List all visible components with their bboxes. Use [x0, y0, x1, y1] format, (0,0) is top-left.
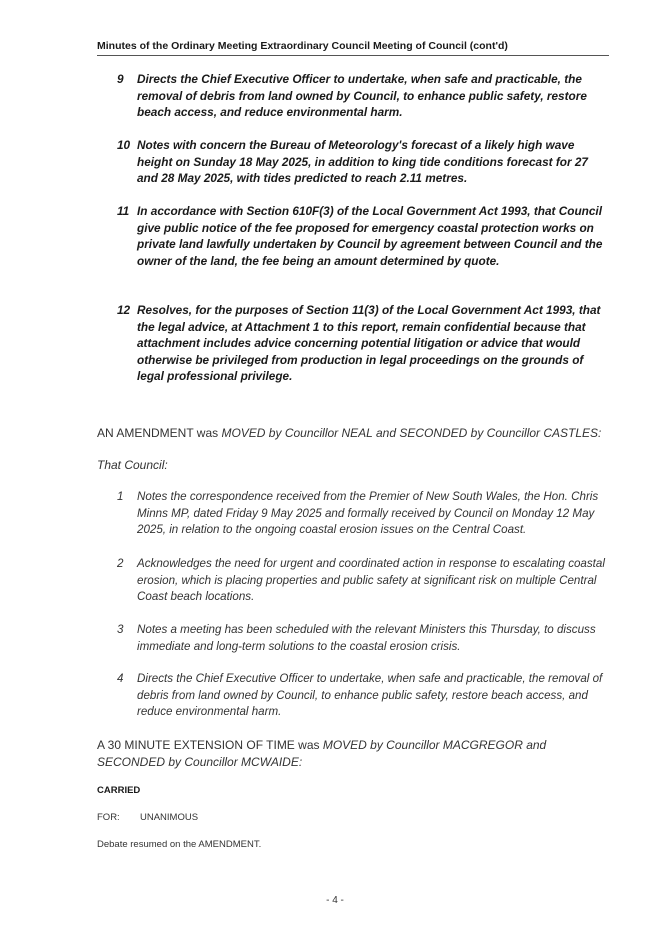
item-text: Notes a meeting has been scheduled with the relevant Ministers this Thursday, to discuss immediate and long-term solutions to the coastal erosion crisis. — [137, 623, 596, 653]
item-number: 3 — [117, 623, 124, 636]
extension-paragraph — [97, 737, 617, 770]
item-number: 12 — [117, 303, 131, 317]
item-text: Notes the correspondence received from the Premier of New South Wales, the Hon. Chris Minns MP, dated Friday 9 May 2025 and formally received by Council on Monday 12 May 2025, in relation to the ongoing coastal erosion issues on the Central Coast. — [137, 490, 599, 536]
item-number: 9 — [117, 72, 124, 86]
debate-note: Debate resumed on the AMENDMENT. — [97, 839, 262, 850]
item-text: Directs the Chief Executive Officer to undertake, when safe and practicable, the removal of debris from land owned by Council, to enhance public safety, restore beach access, and reduce environmental harm. — [137, 72, 587, 119]
that-council — [97, 457, 617, 474]
carried-label: CARRIED — [97, 785, 141, 796]
for-value: UNANIMOUS — [140, 812, 199, 823]
item-number: 11 — [117, 204, 130, 218]
extension-lead: A 30 MINUTE EXTENSION OF TIME was — [97, 738, 323, 752]
extension-moved: MOVED by Councillor MACGREGOR and SECONDED by Councillor MCWAIDE: — [97, 738, 547, 769]
item-number: 2 — [117, 557, 124, 570]
item-text: Acknowledges the need for urgent and coordinated action in response to escalating coastal erosion, which is placing properties and public safety at significant risk on multiple Central Coast beach locations. — [137, 557, 605, 603]
page-header-title: Minutes of the Ordinary Meeting Extraordinary Council Meeting of Council (cont'd) — [97, 40, 609, 56]
that-council-text: That Council: — [97, 458, 168, 472]
amendment-paragraph — [97, 425, 617, 442]
item-number: 4 — [117, 672, 124, 685]
item-text: Notes with concern the Bureau of Meteorology's forecast of a likely high wave height on Sunday 18 May 2025, in addition to king tide conditions forecast for 27 and 28 May 2025, with tides predicted to reach 2.11 metres. — [137, 138, 588, 185]
page-number: - 4 - — [326, 895, 344, 906]
amendment-lead: AN AMENDMENT was — [97, 426, 222, 440]
for-label: FOR: — [97, 812, 120, 823]
item-text: In accordance with Section 610F(3) of the Local Government Act 1993, that Council give public notice of the fee proposed for emergency coastal protection works on private land lawfully undertaken by Council by agreement between Council and the owner of the land, the fee being an amount determined by quote. — [137, 204, 603, 268]
item-text: Directs the Chief Executive Officer to undertake, when safe and practicable, the removal of debris from land owned by Council, to enhance public safety, restore beach access, and reduce environmental harm. — [137, 672, 603, 718]
item-number: 10 — [117, 138, 131, 152]
amendment-moved: MOVED by Councillor NEAL and SECONDED by Councillor CASTLES: — [221, 426, 602, 440]
item-text: Resolves, for the purposes of Section 11(3) of the Local Government Act 1993, that the legal advice, at Attachment 1 to this report, remain confidential because that attachment includes advice concerning potential litigation or advice that would otherwise be privileged from production in legal proceedings on the grounds of legal professional privilege. — [137, 303, 601, 383]
item-number: 1 — [117, 490, 124, 503]
